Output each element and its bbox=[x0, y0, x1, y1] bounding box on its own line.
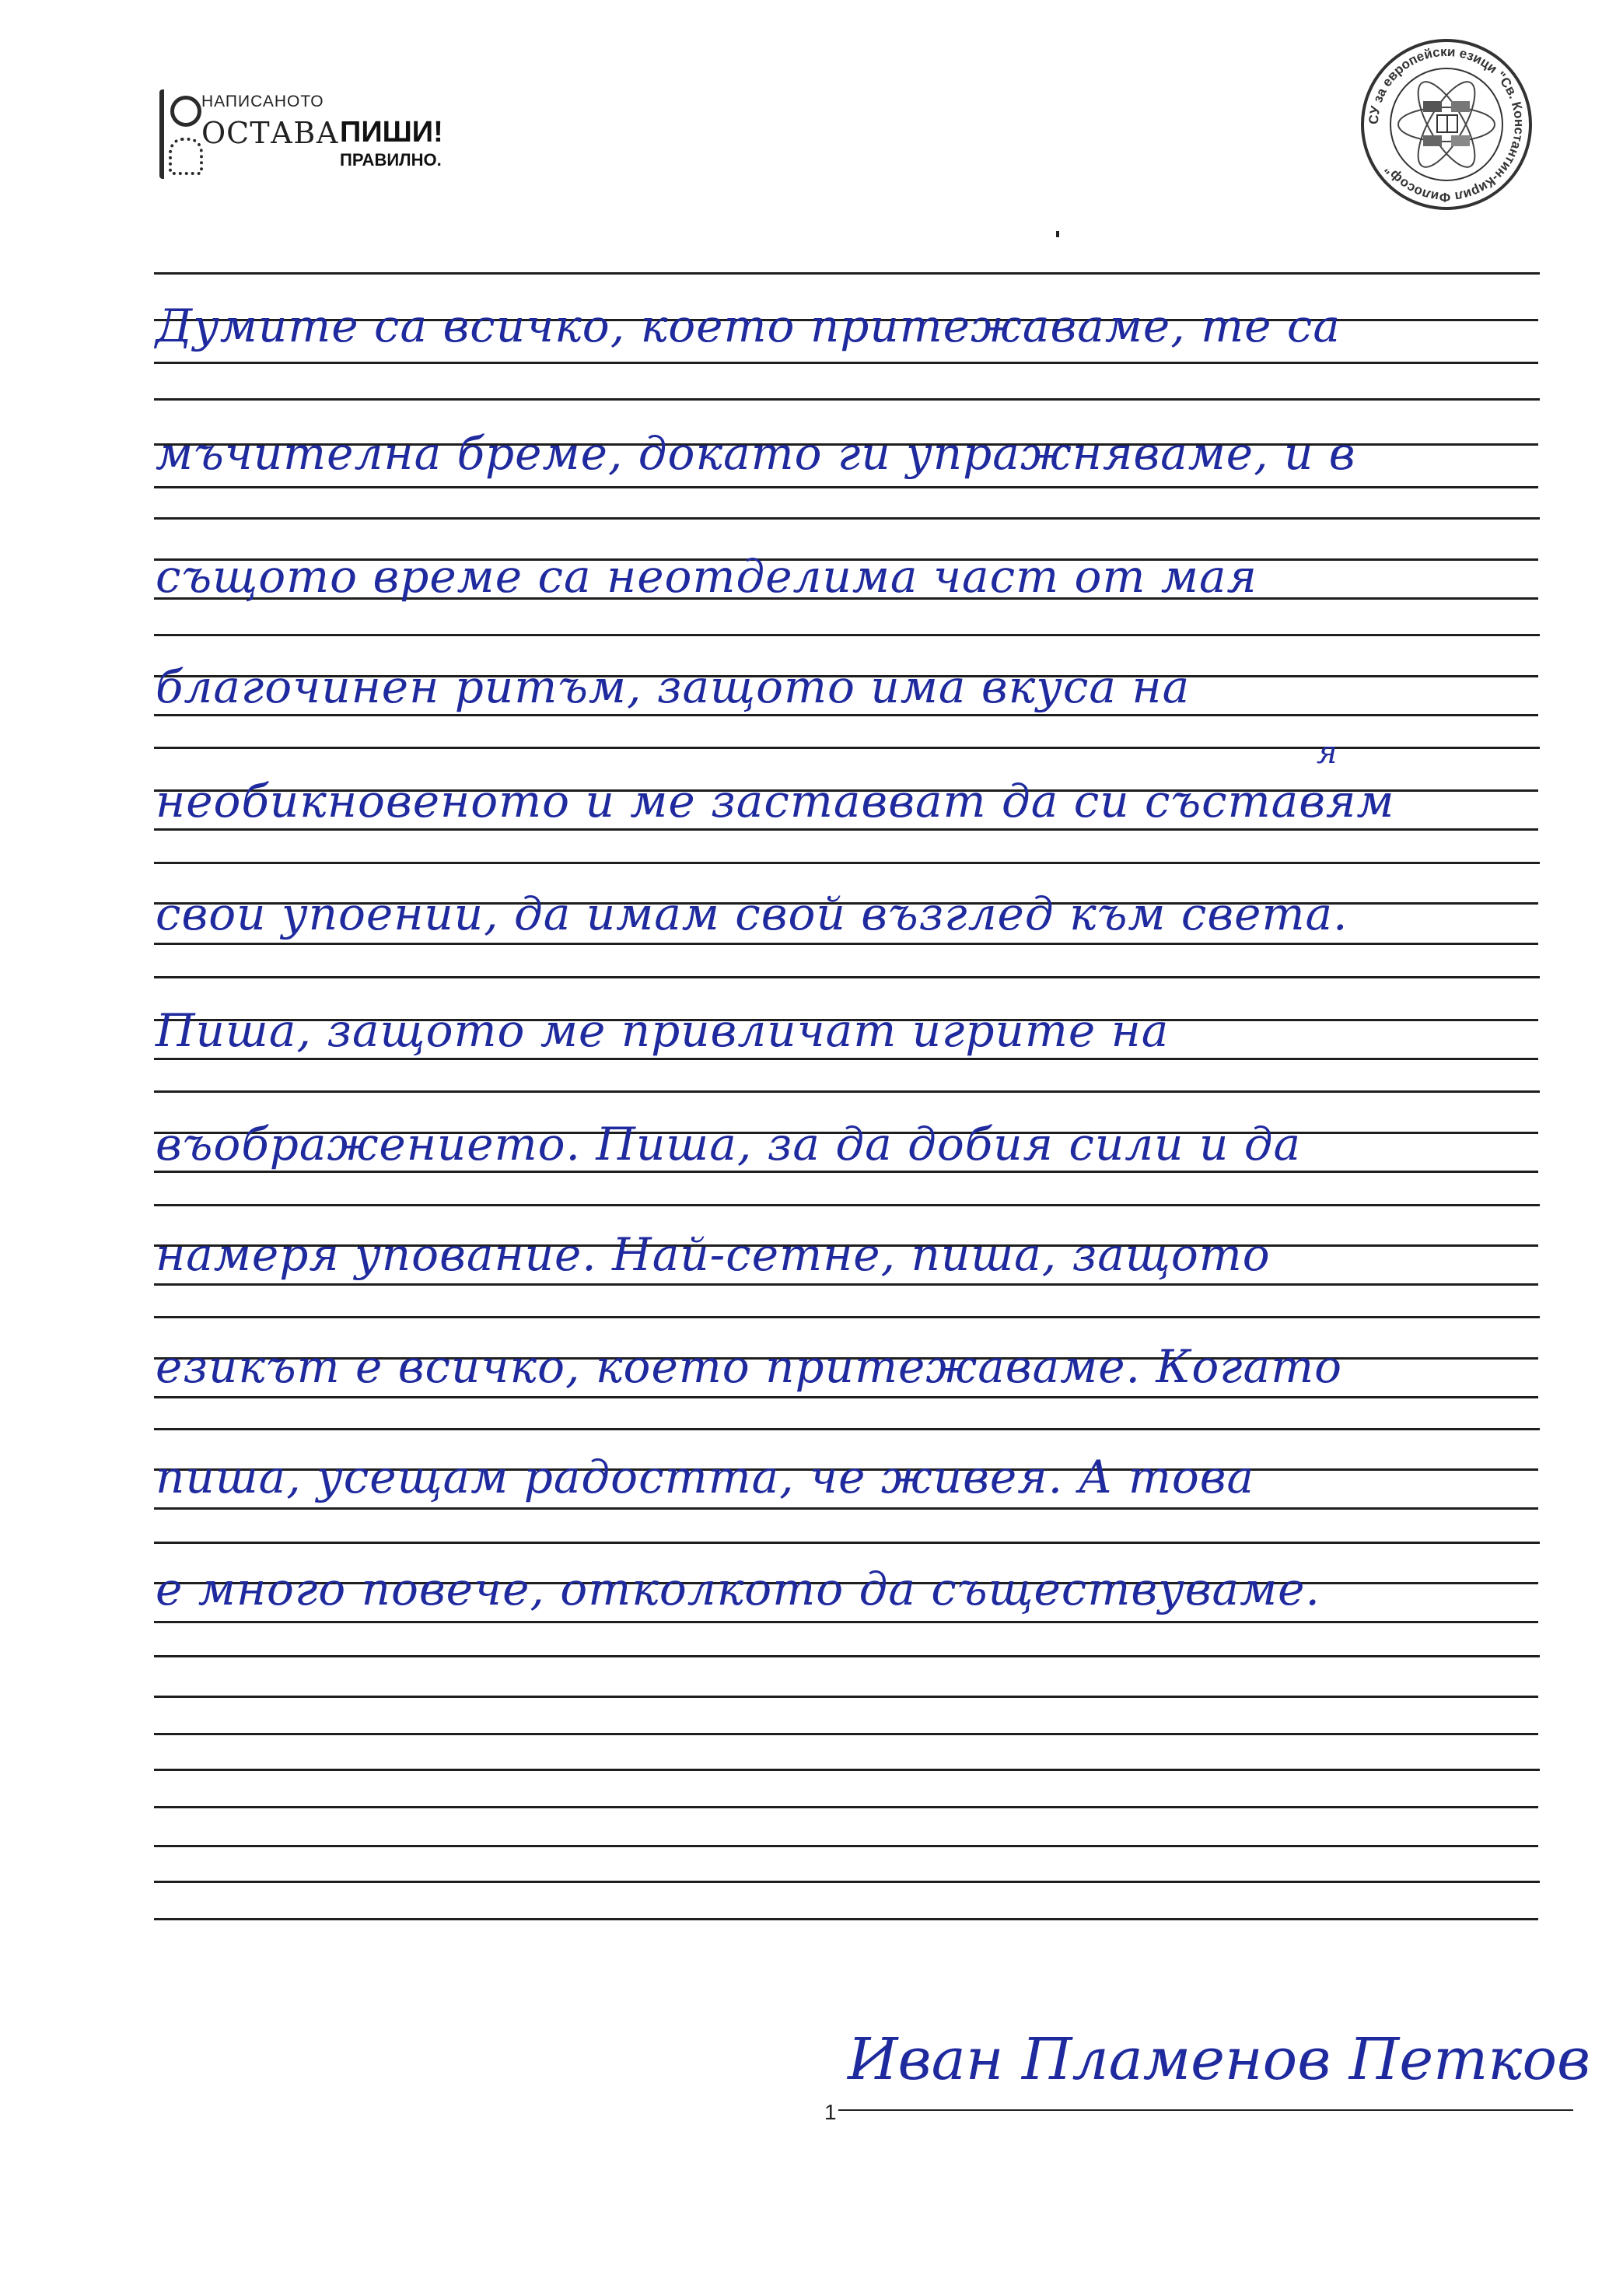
ruled-line bbox=[154, 1806, 1538, 1808]
logo-line2: ОСТАВА bbox=[201, 116, 340, 150]
ruled-line bbox=[154, 1769, 1540, 1771]
pen-mark bbox=[1056, 231, 1059, 237]
ruled-line bbox=[154, 714, 1538, 716]
essay-line: въображението. Пиша, за да добия сили и да bbox=[156, 1118, 1302, 1171]
essay-line: Думите са всичко, което притежаваме, те са bbox=[156, 299, 1341, 352]
essay-line: свои упоении, да имам свой възглед към света. bbox=[156, 887, 1348, 940]
ruled-line bbox=[154, 1696, 1538, 1698]
ruled-line bbox=[154, 272, 1540, 275]
ruled-line bbox=[154, 1733, 1538, 1735]
essay-line: пиша, усещам радостта, че живея. А това bbox=[156, 1451, 1255, 1503]
ruled-line bbox=[154, 1204, 1540, 1206]
ruled-line bbox=[154, 1881, 1540, 1883]
ruled-line bbox=[154, 1090, 1540, 1093]
logo-line3: ПИШИ! bbox=[340, 116, 443, 149]
ruled-line bbox=[154, 634, 1540, 636]
page-number: 1 bbox=[824, 2100, 837, 2124]
essay-line: е много повече, отколкото да съществуваме. bbox=[156, 1563, 1320, 1615]
ruled-line bbox=[154, 1621, 1538, 1623]
competition-logo bbox=[159, 89, 470, 183]
essay-line: намеря упование. Най-сетне, пиша, защото bbox=[156, 1228, 1271, 1281]
ruled-line bbox=[154, 943, 1538, 945]
seal-text: СУ за европейски езици "Св. Константин-Кирил Философ" bbox=[1366, 44, 1527, 205]
correction-mark: я bbox=[1317, 735, 1338, 771]
ruled-line bbox=[154, 1283, 1538, 1286]
author-signature: Иван Пламенов Петков bbox=[848, 2026, 1591, 2093]
ruled-line bbox=[154, 862, 1540, 864]
ruled-line bbox=[154, 1655, 1540, 1657]
ruled-line bbox=[154, 1316, 1540, 1318]
essay-line: необикновеното и ме заставват да си съставям bbox=[156, 775, 1395, 828]
logo-line1: НАПИСАНОТО bbox=[201, 93, 324, 110]
ruled-line bbox=[154, 1058, 1538, 1060]
ruled-line bbox=[154, 1542, 1540, 1544]
essay-line: Пиша, защото ме привличат игрите на bbox=[156, 1004, 1170, 1057]
ruled-line bbox=[154, 362, 1538, 364]
ruled-line bbox=[154, 1845, 1538, 1847]
ruled-line bbox=[154, 1396, 1538, 1398]
ruled-line bbox=[154, 976, 1540, 978]
essay-line: езикът е всичко, което притежаваме. Когато bbox=[156, 1340, 1343, 1393]
ruled-line bbox=[154, 1918, 1538, 1920]
ruled-line bbox=[154, 398, 1540, 401]
ruled-line bbox=[154, 828, 1538, 831]
ruled-line bbox=[154, 1507, 1538, 1510]
essay-line: същото време са неотделима част от мая bbox=[156, 550, 1257, 603]
ruled-line bbox=[154, 517, 1540, 520]
essay-line: мъчителна бреме, докато ги упражняваме, и в bbox=[156, 427, 1356, 480]
signature-line bbox=[838, 2109, 1573, 2111]
school-seal bbox=[1359, 37, 1534, 212]
ruled-line bbox=[154, 486, 1538, 488]
ruled-line bbox=[154, 1428, 1540, 1430]
essay-line: благочинен ритъм, защото има вкуса на bbox=[156, 660, 1191, 713]
decorative-letter-icon bbox=[159, 89, 205, 179]
logo-line4: ПРАВИЛНО. bbox=[340, 150, 442, 170]
